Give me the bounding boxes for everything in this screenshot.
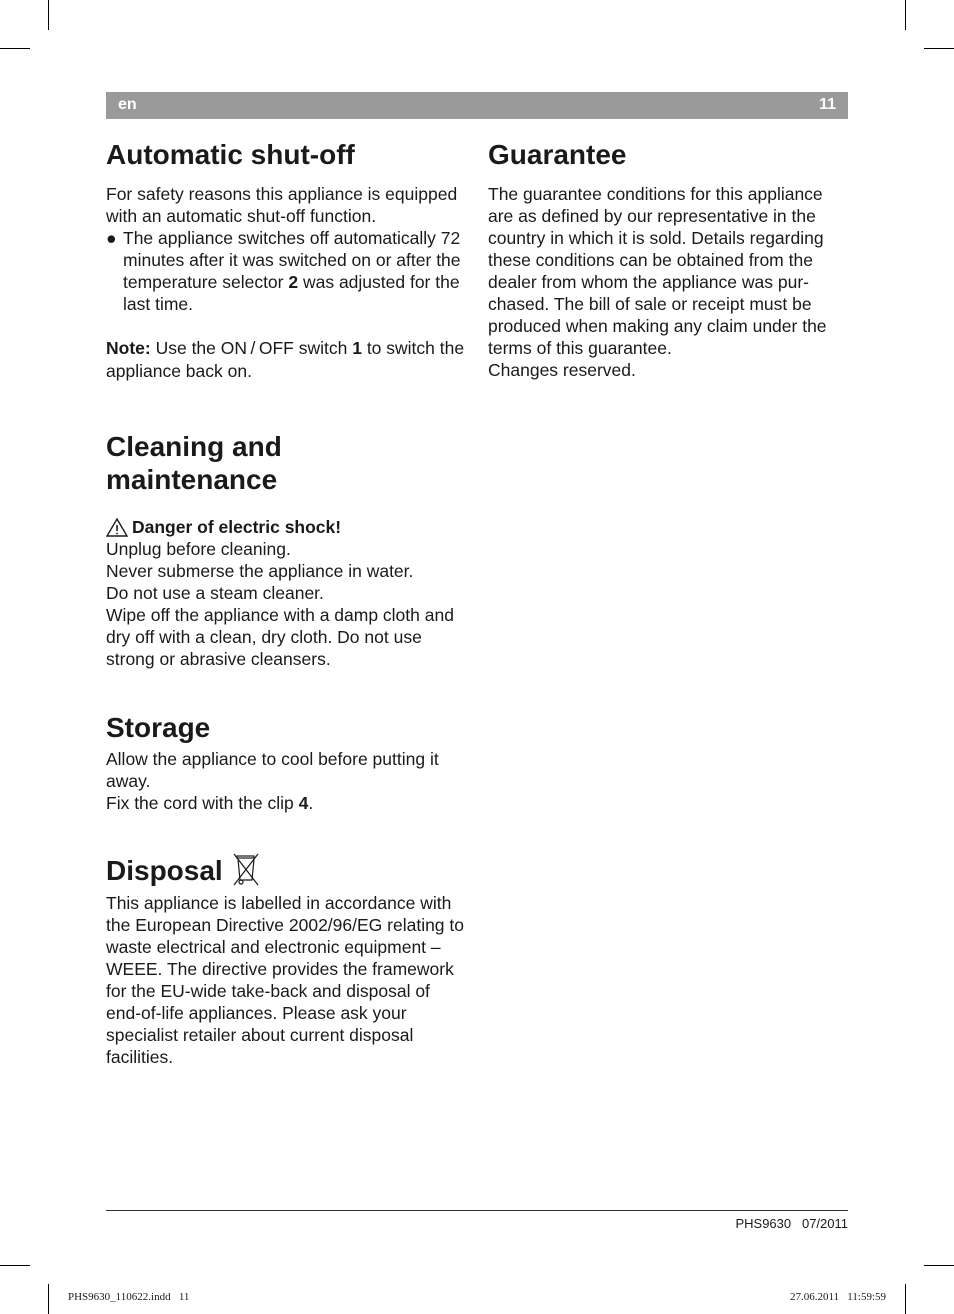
crop-mark [0, 48, 30, 49]
crop-mark [0, 1265, 30, 1266]
warning-line [106, 516, 466, 538]
warning-text: Danger of electric shock! [132, 517, 342, 537]
section-disposal [106, 852, 466, 1068]
note-text: Note: Use the ON / OFF switch 1 to switch the appliance back on. [106, 338, 465, 381]
cleaning-line: Never submerse the appliance in water. [106, 561, 414, 581]
section-automatic-shutoff [106, 138, 466, 383]
crop-mark [905, 1284, 906, 1314]
part-number: 4 [298, 793, 309, 813]
bullet-icon: ● [106, 228, 117, 248]
section-title: Guarantee [488, 139, 627, 170]
warning-triangle-icon [106, 518, 128, 537]
cleaning-line: Wipe off the appliance with a damp cloth and dry off with a clean, dry cloth. Do not use strong or abrasive cleansers. [106, 605, 454, 669]
section-guarantee [488, 138, 850, 381]
crop-mark [48, 0, 49, 30]
crossed-out-wheelie-bin-icon [231, 852, 261, 888]
cleaning-line: Unplug before cleaning. [106, 539, 291, 559]
cleaning-line: Do not use a steam cleaner. [106, 583, 324, 603]
storage-line: Fix the cord with the clip 4. [106, 793, 314, 813]
section-cleaning [106, 430, 466, 670]
part-number: 2 [288, 272, 299, 292]
section-storage [106, 711, 466, 814]
crop-mark [905, 0, 906, 30]
section-title: Cleaning and maintenance [106, 431, 282, 495]
language-code: en [118, 96, 137, 113]
storage-line: Allow the appliance to cool before putting it away. [106, 749, 439, 791]
shutoff-intro: For safety reasons this appliance is equipped with an automatic shut-off function. [106, 184, 458, 226]
section-title: Automatic shut-off [106, 139, 355, 170]
crop-mark [924, 48, 954, 49]
print-slug-timestamp: 27.06.2011 11:59:59 [789, 1291, 886, 1303]
note-label: Note: [106, 338, 151, 358]
section-title: Storage [106, 712, 211, 743]
disposal-text: This appliance is labelled in accordance with the European Directive 2002/96/EG relating to waste electrical and electronic equipment – WEEE. The directive provides the framework for the EU-wide take-back and disposal of end-of-life appliances. Please ask your specialist retailer about current disposal facilities. [106, 893, 464, 1067]
section-title: Disposal [106, 852, 466, 888]
print-slug-filename: PHS9630_110622.indd 11 [68, 1291, 190, 1303]
right-column [488, 138, 850, 381]
list-item [106, 227, 466, 315]
guarantee-text: The guarantee conditions for this appliance are as defined by our representative in the country in which it is sold. Details regarding these conditions can be obtained from the dealer from whom the appliance was purchased. The bill of sale or receipt must be produced when making any claim under the terms of this guarantee. [488, 184, 827, 358]
page-number: 11 [819, 96, 836, 113]
page-header-bar [106, 92, 848, 119]
footer-divider [106, 1210, 848, 1211]
bullet-text: The appliance switches off automatically 72 minutes after it was switched on or after the temperature selector 2 was adjusted for the last time. [123, 228, 461, 314]
model-code: PHS9630 07/2011 [735, 1216, 848, 1231]
changes-reserved: Changes reserved. [488, 360, 636, 380]
crop-mark [48, 1284, 49, 1314]
left-column [106, 138, 466, 1068]
part-number: 1 [352, 338, 362, 358]
crop-mark [924, 1265, 954, 1266]
